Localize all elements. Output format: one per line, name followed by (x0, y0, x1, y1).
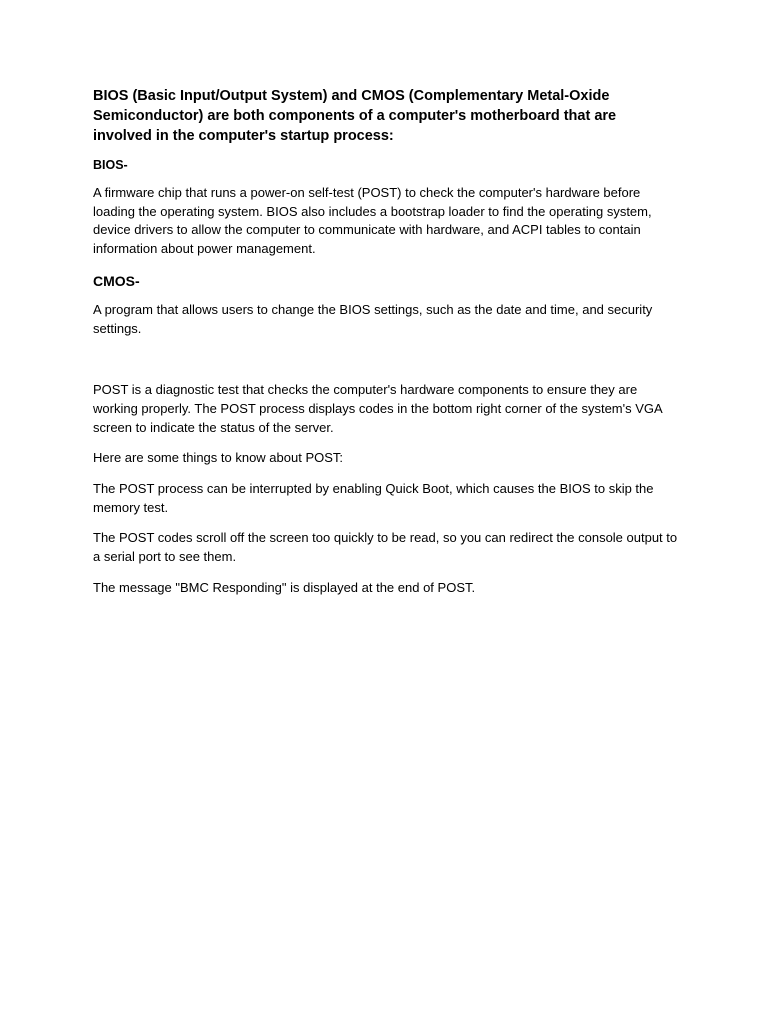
post-point-bmc-responding: The message "BMC Responding" is displayed at the end of POST. (93, 579, 476, 595)
cmos-heading: CMOS- (93, 272, 140, 289)
blank-space (93, 350, 678, 381)
cmos-paragraph: A program that allows users to change the BIOS settings, such as the date and time, and security settings. (93, 301, 653, 336)
document-body (93, 86, 678, 610)
bios-heading: BIOS- (93, 158, 128, 172)
bios-paragraph: A firmware chip that runs a power-on self-test (POST) to check the computer's hardware before loading the operating system. BIOS also includes a bootstrap loader to find the operating system, device drivers to allow the computer to communicate with hardware, and ACPI tables to contain information about power management. (93, 185, 652, 257)
post-intro-paragraph: POST is a diagnostic test that checks the computer's hardware components to ensure they are working properly. The POST process displays codes in the bottom right corner of the system's VGA screen to indicate the status of the server. (93, 382, 662, 435)
document-title: BIOS (Basic Input/Output System) and CMOS (Complementary Metal-Oxide Semiconductor) are both components of a computer's motherboard that are involved in the computer's startup process: (93, 88, 617, 144)
post-list-intro: Here are some things to know about POST: (93, 450, 344, 466)
post-point-quick-boot: The POST process can be interrupted by enabling Quick Boot, which causes the BIOS to skip the memory test. (93, 481, 654, 515)
post-point-serial-port: The POST codes scroll off the screen too quickly to be read, so you can redirect the console output to a serial port to see them. (93, 530, 678, 565)
